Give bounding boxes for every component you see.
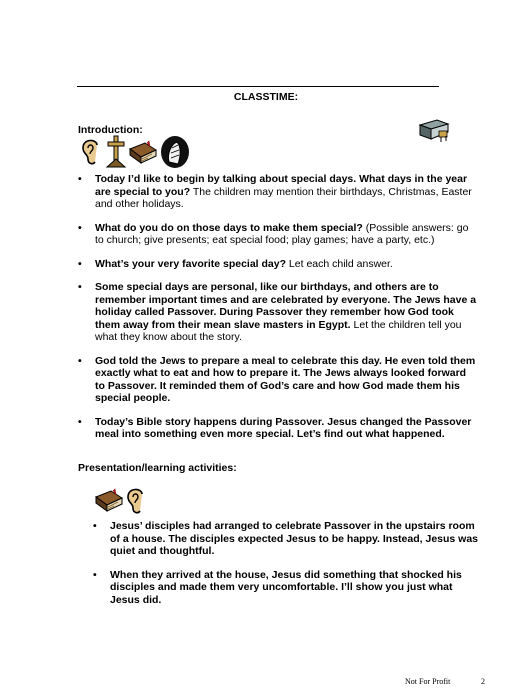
list-item: • Today’s Bible story happens during Passover. Jesus changed the Passover meal into something even more special. Let’s find out what happened.	[78, 415, 472, 440]
item-bold-text: Today I’d like to begin by talking about special days. What days in the year are special to you?	[95, 173, 468, 198]
page-number: 2	[481, 677, 485, 686]
item-bold-text: God told the Jews to prepare a meal to celebrate this day. He even told them exactly what to eat and how to prepare it. The Jews always looked forward to Passover. It reminded them of God’s care and how God made them his special people.	[95, 354, 476, 404]
item-bold-text: What’s your very favorite special day?	[95, 257, 287, 270]
bible-icon	[127, 139, 159, 167]
list-item: • Jesus’ disciples had arranged to celebrate Passover in the upstairs room of a house. The disciples expected Jesus to be happy. Instead, Jesus was quiet and thoughtful.	[93, 520, 479, 557]
item-text: Let the children tell you what they know about the story.	[95, 318, 462, 343]
list-item: • Some special days are personal, like our birthdays, and others are to remember important times and are celebrated by everyone. The Jews have a holiday called Passover. During Passover they remember how God took them away from their mean slave masters in Egypt. Let the children tell you what they know about the story.	[78, 281, 477, 343]
list-item: • Today I’d like to begin by talking about special days. What days in the year are special to you? The children may mention their birthdays, Christmas, Easter and other holidays.	[78, 173, 472, 210]
presentation-list	[93, 520, 481, 617]
item-bold-text: When they arrived at the house, Jesus did something that shocked his disciples and made them very uncomfortable. I’ll show you just what Jesus did.	[110, 568, 462, 606]
item-text: (Possible answers: go to church; give presents; eat special food; play games; have a party, etc.)	[95, 221, 469, 246]
introduction-list	[78, 173, 478, 452]
introduction-heading: Introduction:	[78, 124, 143, 136]
praying-hands-icon	[159, 134, 191, 170]
item-bold-text: Today’s Bible story happens during Passover. Jesus changed the Passover meal into something even more special. Let’s find out what happened.	[95, 415, 472, 440]
item-text: The children may mention their birthdays, Christmas, Easter and other holidays.	[95, 185, 472, 210]
ear-icon	[124, 486, 148, 516]
presentation-heading: Presentation/learning activities:	[78, 462, 237, 474]
page-title: CLASSTIME:	[233, 91, 299, 103]
item-bold-text: What do you do on those days to make them special?	[95, 221, 363, 234]
item-bold-text: Some special days are personal, like our birthdays, and others are to remember important times and are celebrated by everyone. The Jews have a holiday called Passover. During Passover they remember how God took them away from their mean slave masters in Egypt.	[95, 281, 477, 331]
list-item: • When they arrived at the house, Jesus did something that shocked his disciples and made them very uncomfortable. I’ll show you just what Jesus did.	[93, 568, 462, 606]
list-item: • God told the Jews to prepare a meal to celebrate this day. He even told them exactly what to eat and how to prepare it. The Jews always looked forward to Passover. It reminded them of God’s care and how God made them his special people.	[78, 354, 476, 404]
ear-icon	[79, 137, 103, 167]
list-item: • What’s your very favorite special day? Let each child answer.	[78, 257, 393, 270]
classroom-desk-icon	[417, 117, 451, 143]
bible-icon	[93, 487, 125, 515]
item-bold-text: Jesus’ disciples had arranged to celebrate Passover in the upstairs room of a house. The disciples expected Jesus to be happy. Instead, Jesus was quiet and thoughtful.	[110, 520, 479, 557]
item-text: Let each child answer.	[286, 257, 393, 270]
cross-icon	[104, 133, 128, 169]
list-item: • What do you do on those days to make them special? (Possible answers: go to church; give presents; eat special food; play games; have a party, etc.)	[78, 221, 469, 246]
header-rule	[77, 86, 439, 87]
footer-text: Not For Profit	[405, 677, 451, 686]
